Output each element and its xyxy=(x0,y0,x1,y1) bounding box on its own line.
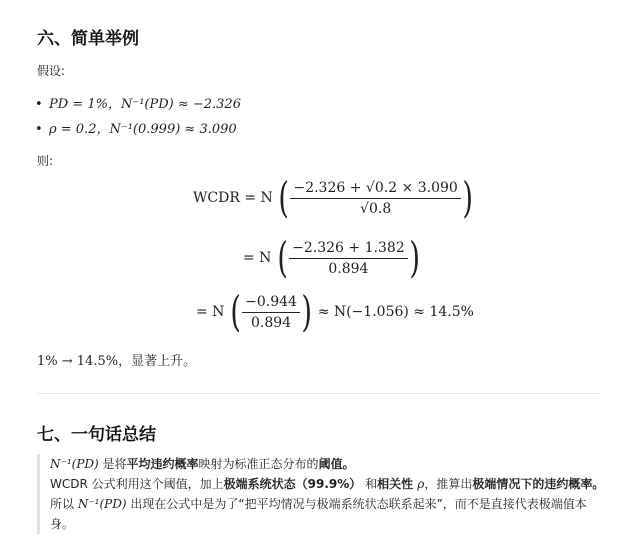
eq2-fraction xyxy=(289,240,408,277)
bullet-1-text: PD = 1%，N⁻¹(PD) ≈ −2.326 xyxy=(49,97,241,112)
list-item xyxy=(35,93,241,112)
assume-label: 假设: xyxy=(37,64,66,78)
eq1-numerator: −2.326 + √0.2 × 3.090 xyxy=(290,180,460,199)
summary-text: WCDR 公式利用这个阈值，加上 xyxy=(50,477,224,491)
equation-3 xyxy=(196,287,474,337)
eq2-numerator: −2.326 + 1.382 xyxy=(289,240,408,259)
summary-bold: 相关性 xyxy=(377,477,418,491)
summary-blockquote xyxy=(37,454,610,534)
math-expression: N⁻¹(PD) xyxy=(50,457,99,471)
summary-bold: 阈值。 xyxy=(318,457,355,471)
summary-text: 所以 xyxy=(50,497,78,511)
left-paren: ( xyxy=(230,287,241,337)
summary-line-3 xyxy=(50,494,610,534)
summary-line-2 xyxy=(50,474,610,494)
eq3-denominator: 0.894 xyxy=(251,314,292,331)
summary-text: 映射为标准正态分布的 xyxy=(198,457,319,471)
summary-text: 和 xyxy=(361,477,378,491)
summary-text: 是将 xyxy=(98,457,127,471)
equation-1 xyxy=(193,173,474,223)
conclusion-text xyxy=(37,350,196,369)
eq2-denominator: 0.894 xyxy=(328,260,369,277)
eq1-denominator: √0.8 xyxy=(360,200,392,217)
eq1-fraction xyxy=(290,180,460,217)
section7-title: 七、一句话总结 xyxy=(37,425,156,445)
summary-text: 出现在公式中是为了“把平均情况与极端系统状态联系起来”，而不是直接代表极端值本身。 xyxy=(50,497,587,531)
left-paren: ( xyxy=(278,173,290,223)
right-paren: ) xyxy=(409,233,420,283)
divider xyxy=(37,393,601,394)
left-paren: ( xyxy=(277,233,288,283)
eq3-numerator: −0.944 xyxy=(242,294,300,313)
right-paren: ) xyxy=(301,287,312,337)
eq3-rhs: ≈ N(−1.056) ≈ 14.5% xyxy=(317,304,474,320)
equation-2 xyxy=(243,233,421,283)
bullet-2-text: ρ = 0.2，N⁻¹(0.999) ≈ 3.090 xyxy=(49,122,237,137)
conclusion: 1% → 14.5%，显著上升。 xyxy=(37,354,197,369)
eq3-lhs: = N xyxy=(196,304,225,320)
then-label: 则: xyxy=(37,154,54,168)
list-item xyxy=(35,118,237,137)
section6-title: 六、简单举例 xyxy=(37,29,139,49)
eq2-lhs: = N xyxy=(243,250,272,266)
bullet-dot: • xyxy=(35,97,43,112)
eq3-fraction xyxy=(242,294,300,331)
summary-bold: 极端系统状态（99.9%） xyxy=(223,477,362,491)
summary-bold: 平均违约概率 xyxy=(126,457,199,471)
math-expression: N⁻¹(PD) xyxy=(77,497,127,511)
summary-line-1 xyxy=(50,454,610,474)
eq1-lhs: WCDR = N xyxy=(193,190,273,206)
rho-symbol: ρ xyxy=(417,477,425,491)
bullet-dot: • xyxy=(35,122,43,137)
summary-text: ，推算出 xyxy=(424,477,473,491)
right-paren: ) xyxy=(462,173,473,223)
summary-bold: 极端情况下的违约概率。 xyxy=(472,477,605,491)
